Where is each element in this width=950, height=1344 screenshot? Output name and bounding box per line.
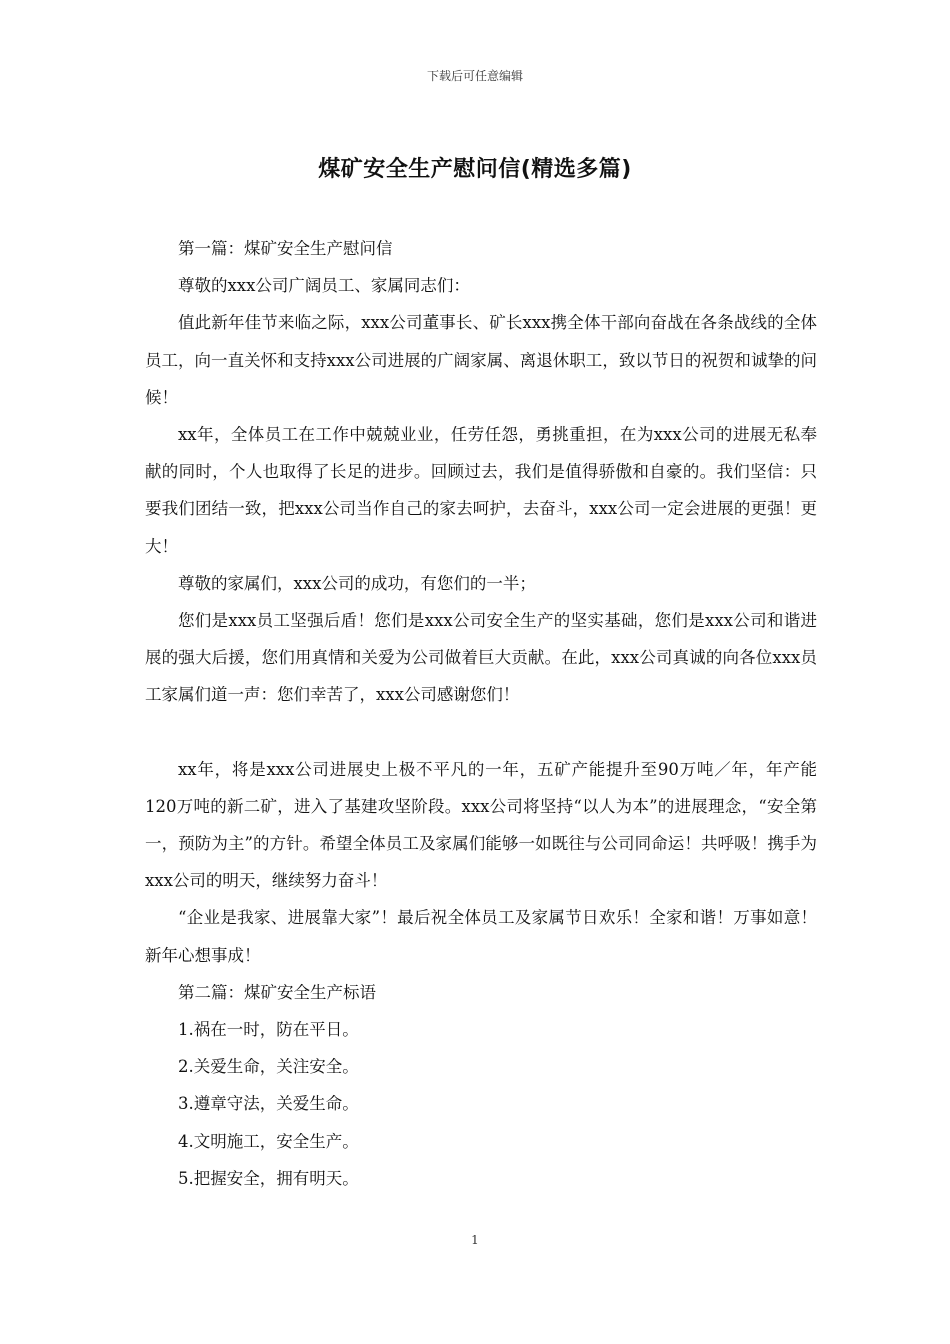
paragraph: xx年，将是xxx公司进展史上极不平凡的一年，五矿产能提升至90万吨／年，年产能120万吨的新二矿，进入了基建攻坚阶段。xxx公司将坚持“以人为本”的进展理念，“安全第一，预防为主”的方针。希望全体员工及家属们能够一如既往与公司同命运！共呼吸！携手为xxx公司的明天，继续努力奋斗！ xyxy=(145,759,817,891)
page-number: 1 xyxy=(471,1233,479,1247)
document-body xyxy=(145,230,817,1197)
header-note: 下载后可任意编辑 xyxy=(426,69,523,83)
paragraph: xx年，全体员工在工作中兢兢业业，任劳任怨，勇挑重担，在为xxx公司的进展无私奉献的同时，个人也取得了长足的进步。回顾过去，我们是值得骄傲和自豪的。我们坚信：只要我们团结一致，把xxx公司当作自己的家去呵护，去奋斗，xxx公司一定会进展的更强！更大！ xyxy=(145,425,817,556)
list-item: 5.把握安全，拥有明天。 xyxy=(178,1168,359,1188)
list-item: 3.遵章守法，关爱生命。 xyxy=(178,1094,359,1114)
section-heading-1: 第一篇：煤矿安全生产慰问信 xyxy=(178,239,393,258)
paragraph: 值此新年佳节来临之际，xxx公司董事长、矿长xxx携全体干部向奋战在各条战线的全体员工，向一直关怀和支持xxx公司进展的广阔家属、离退休职工，致以节日的祝贺和诚挚的问候！ xyxy=(145,313,817,407)
paragraph: “企业是我家、进展靠大家”！最后祝全体员工及家属节日欢乐！全家和谐！万事如意！新年心想事成！ xyxy=(145,908,817,965)
salutation: 尊敬的xxx公司广阔员工、家属同志们： xyxy=(178,276,470,296)
paragraph: 您们是xxx员工坚强后盾！您们是xxx公司安全生产的坚实基础，您们是xxx公司和谐进展的强大后援，您们用真情和关爱为公司做着巨大贡献。在此，xxx公司真诚的向各位xxx员工家属们道一声：您们幸苦了，xxx公司感谢您们！ xyxy=(145,611,817,705)
paragraph: 尊敬的家属们，xxx公司的成功，有您们的一半； xyxy=(178,573,536,593)
section-heading-2: 第二篇：煤矿安全生产标语 xyxy=(178,982,376,1002)
list-item: 1.祸在一时，防在平日。 xyxy=(178,1020,359,1040)
document-title: 煤矿安全生产慰问信(精选多篇) xyxy=(318,157,632,182)
list-item: 2.关爱生命，关注安全。 xyxy=(178,1057,359,1077)
list-item: 4.文明施工，安全生产。 xyxy=(178,1131,359,1151)
